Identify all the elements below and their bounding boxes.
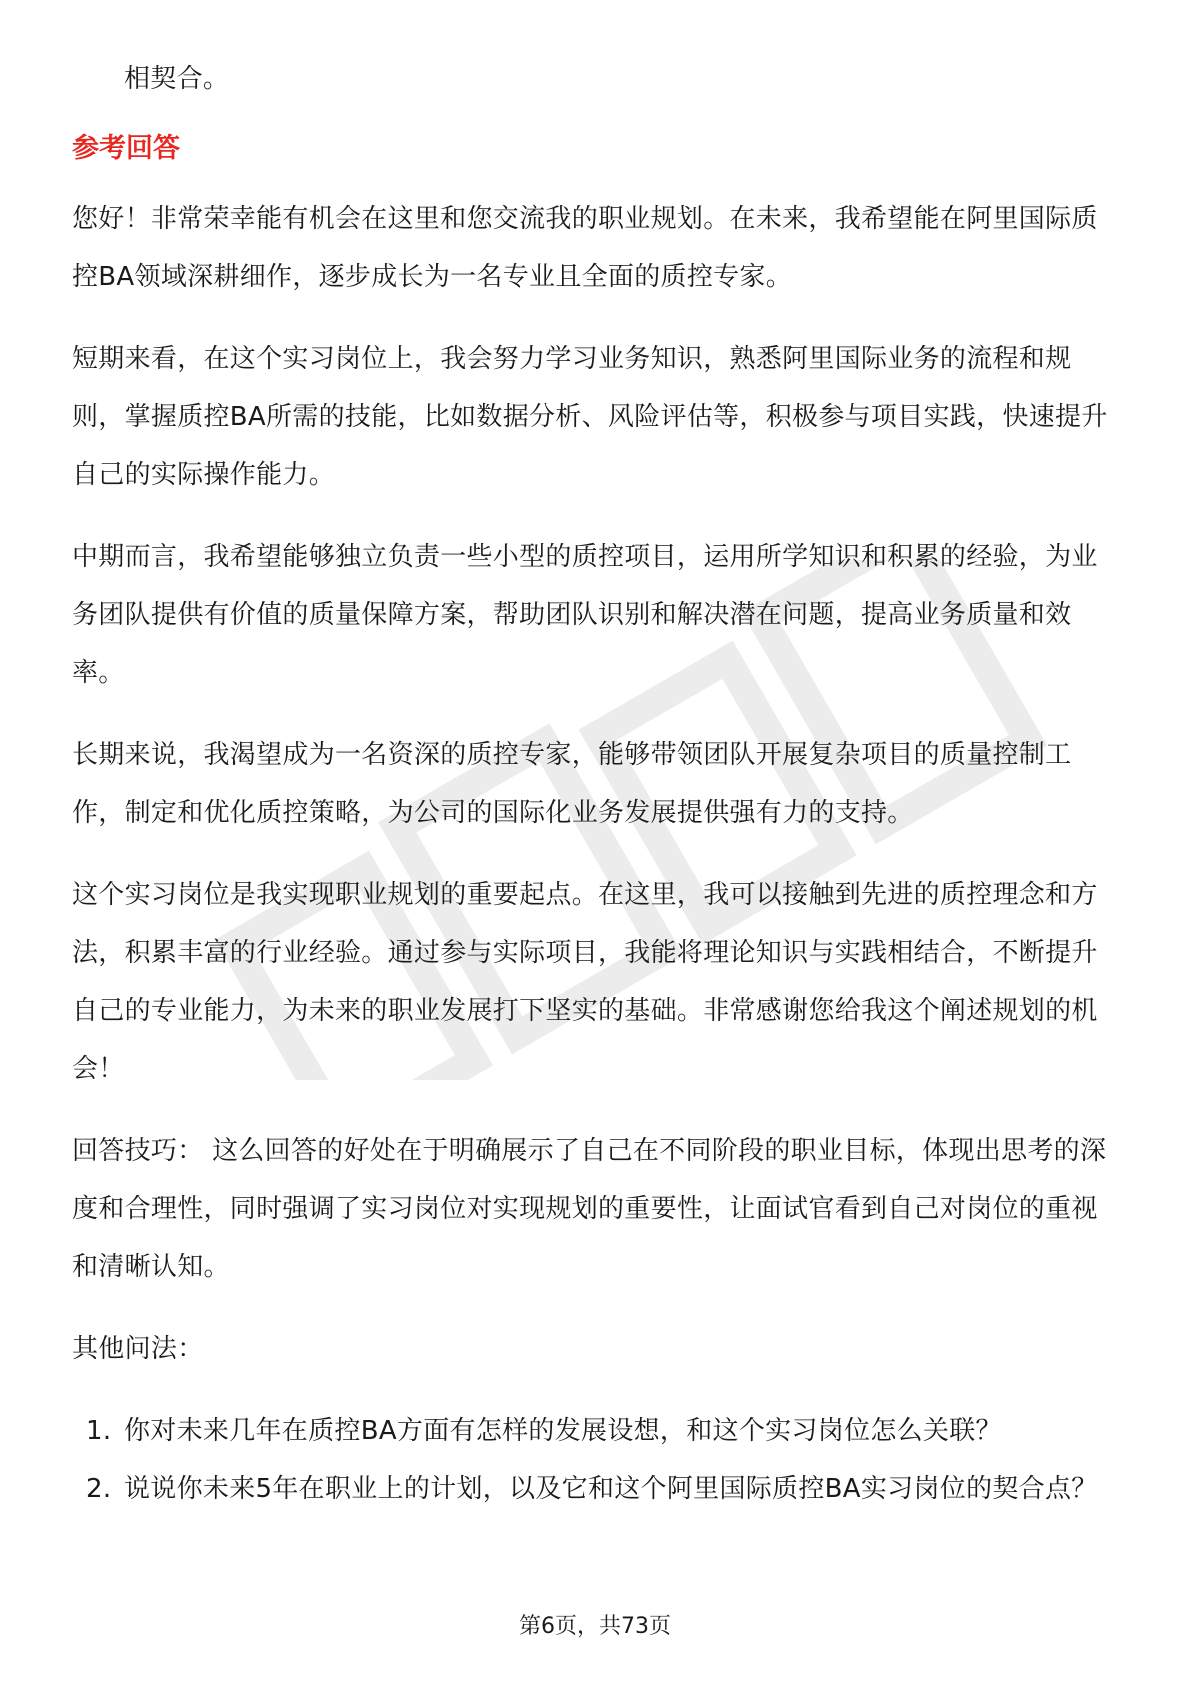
answer-paragraph-2: 短期来看，在这个实习岗位上，我会努力学习业务知识，熟悉阿里国际业务的流程和规则，掌握质控BA所需的技能，比如数据分析、风险评估等，积极参与项目实践，快速提升自己的实际操作能力。 — [72, 344, 1108, 490]
alt-questions-list — [72, 1402, 1122, 1518]
list-item — [72, 1460, 1122, 1518]
answer-paragraph-3: 中期而言，我希望能够独立负责一些小型的质控项目，运用所学知识和积累的经验，为业务团队提供有价值的质量保障方案，帮助团队识别和解决潜在问题，提高业务质量和效率。 — [72, 542, 1098, 688]
answer-paragraph-4: 长期来说，我渴望成为一名资深的质控专家，能够带领团队开展复杂项目的质量控制工作，制定和优化质控策略，为公司的国际化业务发展提供强有力的支持。 — [72, 740, 1072, 828]
list-item-number: 2. — [86, 1474, 112, 1504]
tips-paragraph: 回答技巧： 这么回答的好处在于明确展示了自己在不同阶段的职业目标，体现出思考的深度和合理性，同时强调了实习岗位对实现规划的重要性，让面试官看到自己对岗位的重视和清晰认知。 — [72, 1136, 1107, 1282]
answer-paragraph-1: 您好！非常荣幸能有机会在这里和您交流我的职业规划。在未来，我希望能在阿里国际质控BA领域深耕细作，逐步成长为一名专业且全面的质控专家。 — [72, 204, 1098, 292]
answer-paragraph-5: 这个实习岗位是我实现职业规划的重要起点。在这里，我可以接触到先进的质控理念和方法，积累丰富的行业经验。通过参与实际项目，我能将理论知识与实践相结合，不断提升自己的专业能力，为未来的职业发展打下坚实的基础。非常感谢您给我这个阐述规划的机会！ — [72, 880, 1098, 1084]
list-item — [72, 1402, 1122, 1460]
main-content — [72, 50, 1122, 1518]
alt-questions-label: 其他问法： — [72, 1334, 204, 1364]
page-footer: 第6页，共73页 — [519, 1614, 671, 1639]
list-item-number: 1. — [86, 1416, 112, 1446]
section-heading: 参考回答 — [72, 133, 180, 164]
list-item-text: 你对未来几年在质控BA方面有怎样的发展设想，和这个实习岗位怎么关联？ — [124, 1416, 1002, 1446]
intro-tail-text: 相契合。 — [124, 64, 230, 94]
list-item-text: 说说你未来5年在职业上的计划，以及它和这个阿里国际质控BA实习岗位的契合点？ — [124, 1474, 1098, 1504]
